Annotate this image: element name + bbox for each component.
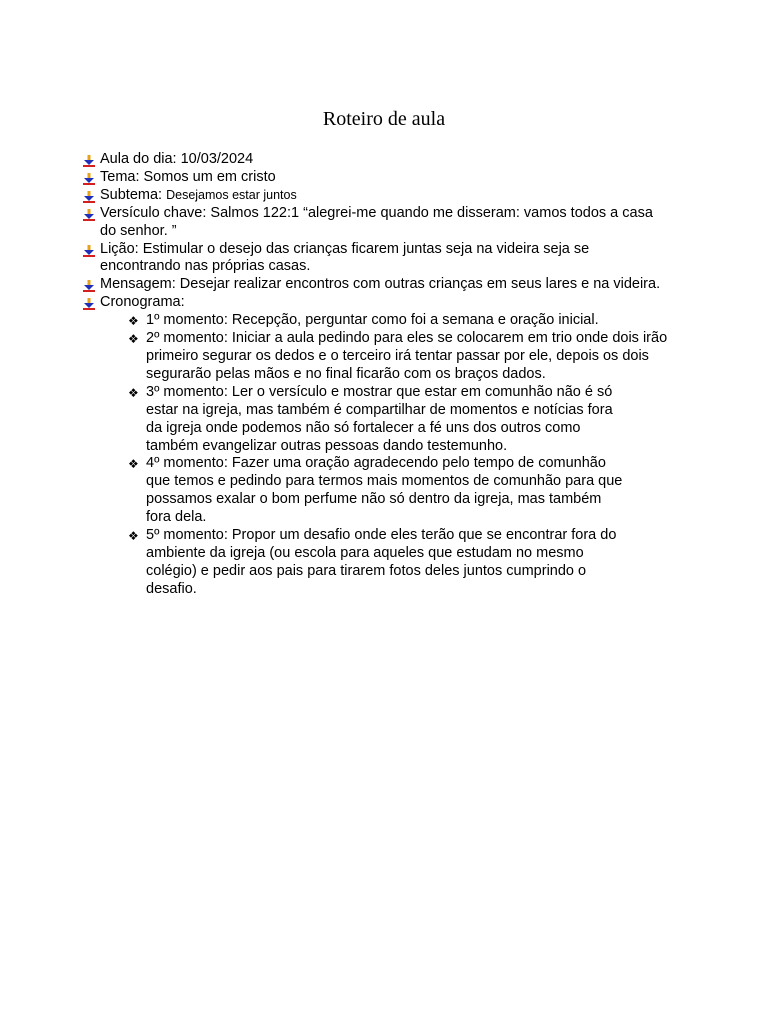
item-line: Aula do dia: 10/03/2024 [100, 151, 254, 167]
list-item [0, 205, 710, 241]
cronograma-item [128, 312, 706, 330]
item-line: do senhor. ” [100, 222, 177, 239]
down-arrow-bullet-icon [83, 155, 95, 167]
item-line: desafio. [146, 580, 197, 597]
cronograma-item [128, 527, 706, 599]
item-line: 3º momento: Ler o versículo e mostrar que estar em comunhão não é só [146, 383, 613, 400]
item-line: estar na igreja, mas também é compartilhar de momentos e notícias fora [146, 401, 613, 418]
diamond-bullet-icon: ❖ [128, 314, 139, 329]
item-line: primeiro segurar os dedos e o terceiro irá tentar passar por ele, depois os dois [146, 347, 649, 364]
item-line: Cronograma: [100, 294, 185, 311]
down-arrow-bullet-icon [83, 245, 95, 257]
item-line: segurarão pelas mãos e no final ficarão com os braços dados. [146, 365, 546, 382]
diamond-bullet-icon: ❖ [128, 332, 139, 347]
subtema-label: Subtema: [100, 186, 167, 203]
list-item [0, 169, 710, 187]
subtema-value: Desejamos estar juntos [166, 187, 297, 202]
list-item [0, 151, 710, 169]
item-line: Tema: Somos um em cristo [100, 168, 276, 185]
diamond-bullet-icon: ❖ [128, 529, 139, 544]
item-line: da igreja onde podemos não só fortalecer a fé uns dos outros como [146, 419, 581, 436]
diamond-bullet-icon: ❖ [128, 385, 139, 400]
list-item [0, 241, 710, 277]
item-line: que temos e pedindo para termos mais momentos de comunhão para que [146, 473, 623, 490]
item-line: 4º momento: Fazer uma oração agradecendo pelo tempo de comunhão [146, 455, 606, 472]
title-text: Roteiro de aula [322, 108, 446, 130]
down-arrow-bullet-icon [83, 280, 95, 292]
document-title [0, 106, 768, 134]
item-line: 2º momento: Iniciar a aula pedindo para eles se colocarem em trio onde dois irão [146, 330, 668, 347]
down-arrow-bullet-icon [83, 173, 95, 185]
lesson-outline-list [0, 151, 710, 599]
item-line: 5º momento: Propor um desafio onde eles terão que se encontrar fora do [146, 527, 617, 544]
item-line: Mensagem: Desejar realizar encontros com outras crianças em seus lares e na videira. [100, 276, 661, 293]
list-item [0, 294, 710, 598]
diamond-bullet-icon: ❖ [128, 457, 139, 472]
item-line: encontrando nas próprias casas. [100, 258, 311, 275]
down-arrow-bullet-icon [83, 209, 95, 221]
item-line: também evangelizar outras pessoas dando testemunho. [146, 437, 508, 454]
down-arrow-bullet-icon [83, 191, 95, 203]
item-line: Lição: Estimular o desejo das crianças ficarem juntas seja na videira seja se [100, 240, 590, 257]
cronograma-item [128, 455, 706, 527]
item-line: ambiente da igreja (ou escola para aqueles que estudam no mesmo [146, 544, 584, 561]
item-line [100, 187, 710, 205]
down-arrow-bullet-icon [83, 298, 95, 310]
item-line: possamos exalar o bom perfume não só dentro da igreja, mas também [146, 491, 602, 508]
list-item [0, 187, 710, 205]
item-line: fora dela. [146, 509, 207, 526]
cronograma-list [128, 312, 710, 599]
list-item [0, 276, 710, 294]
item-line: 1º momento: Recepção, perguntar como foi a semana e oração inicial. [146, 312, 599, 329]
item-line: Versículo chave: Salmos 122:1 “alegrei-me quando me disseram: vamos todos a casa [100, 204, 653, 221]
cronograma-item [128, 330, 706, 384]
cronograma-item [128, 383, 706, 456]
item-line: colégio) e pedir aos pais para tirarem fotos deles juntos cumprindo o [146, 562, 587, 579]
